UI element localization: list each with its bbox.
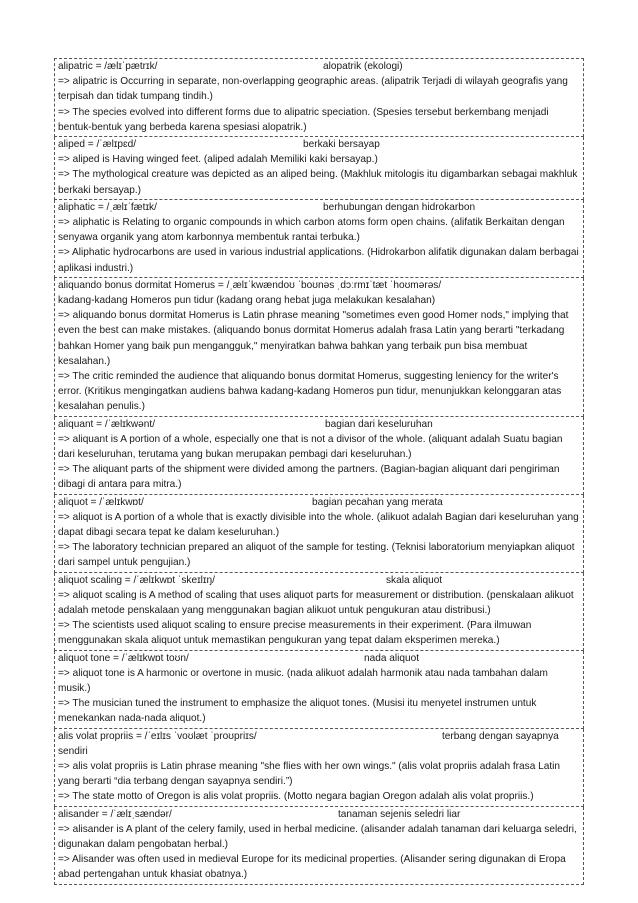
entry-definition: => aliped is Having winged feet. (aliped adalah Memiliki kaki bersayap.) [58, 154, 378, 166]
entry-example: => The scientists used aliquot scaling to ensure precise measurements in their experiment. (Para ilmuwan menggunakan skala aliquot untuk memastikan pengukuran yang tepat dalam eksperimen mereka.) [58, 620, 532, 647]
entry-definition: => alisander is A plant of the celery family, used in herbal medicine. (alisander adalah tanaman dari keluarga seledri, digunakan dalam pengobatan herbal.) [58, 823, 577, 851]
glossary-page [54, 58, 584, 885]
entry-example: => The species evolved into different forms due to alipatric speciation. (Spesies tersebut berkembang menjadi bentuk-bentuk yang berbeda karena spesiasi alopatrik.) [58, 106, 549, 133]
entry-alisander [54, 807, 584, 885]
entry-translation: terbang dengan sayapnya sendiri [58, 730, 559, 757]
entry-term: alis volat propriis = /ˈeɪlɪs ˈvoʊlæt ˈproʊpriɪs/ [58, 730, 257, 742]
entry-translation: berhubungan dengan hidrokarbon [323, 201, 476, 213]
entry-translation: kadang-kadang Homeros pun tidur (kadang orang hebat juga melakukan kesalahan) [58, 295, 436, 306]
entry-term: alipatric = /ælɪˈpætrɪk/ [58, 61, 158, 72]
entry-definition: => alipatric is Occurring in separate, non-overlapping geographic areas. (alipatrik Terjadi di wilayah geografis yang terpisah dan tidak tumpang tindih.) [58, 76, 568, 103]
entry-aliquot [54, 495, 584, 573]
entry-translation: tanaman sejenis seledri liar [338, 808, 461, 820]
entry-header [58, 137, 581, 152]
entry-term: aliquot scaling = /ˈælɪkwɒt ˈskeɪlɪŋ/ [58, 574, 215, 586]
entry-term: aliquot = /ˈælɪkwɒt/ [58, 496, 144, 508]
entry-example: => The laboratory technician prepared an aliquot of the sample for testing. (Teknisi laboratorium menyiapkan aliquot dari sampel untuk pengujian.) [58, 542, 575, 569]
entry-term: aliped = /ˈælɪpɛd/ [58, 139, 137, 150]
entry-header [58, 807, 581, 822]
entry-aliquant [54, 417, 584, 495]
entry-example: => The critic reminded the audience that aliquando bonus dormitat Homerus, suggesting leniency for the writer's error. (Kritikus mengingatkan audiens bahwa kadang-kadang Homeros pun tidur, menunjukkan kelonggaran atas kesalahan penulis.) [58, 371, 562, 413]
entry-example: => Aliphatic hydrocarbons are used in various industrial applications. (Hidrokarbon alifatik digunakan dalam berbagai aplikasi industri.) [58, 247, 579, 274]
entry-example: => Alisander was often used in medieval Europe for its medicinal properties. (Alisander sering digunakan di Eropa abad pertengahan untuk khasiat obatnya.) [58, 854, 566, 881]
entry-header [58, 651, 581, 666]
entry-header [58, 729, 581, 759]
entry-header [58, 573, 581, 588]
entry-translation: berkaki bersayap [303, 139, 380, 150]
entry-aliped [54, 137, 584, 200]
entry-term: aliquando bonus dormitat Homerus = /ˌælɪˈkwændoʊ ˈboʊnəs ˌdɔːrmɪˈtæt ˈhoʊmərəs/ [58, 279, 442, 291]
entry-alis-volat-propriis [54, 729, 584, 807]
entry-translation: bagian pecahan yang merata [312, 496, 443, 508]
entry-definition: => aliphatic is Relating to organic compounds in which carbon atoms form open chains. (alifatik Berkaitan dengan senyawa organik yang atom karbonnya membentuk rantai terbuka.) [58, 216, 565, 244]
entry-aliquot-scaling [54, 573, 584, 651]
entry-translation: skala aliquot [386, 574, 443, 586]
entry-definition: => aliquot scaling is A method of scaling that uses aliquot parts for measurement or distribution. (penskalaan alikuot adalah metode penskalaan yang menggunakan bagian alikuot untuk pengukuran atau distribusi.) [58, 589, 574, 617]
entry-term: alisander = /ˈælɪˌsændər/ [58, 808, 172, 820]
entry-example: => The state motto of Oregon is alis volat propriis. (Motto negara bagian Oregon adalah alis volat propriis.) [58, 791, 534, 803]
entry-definition: => alis volat propriis is Latin phrase meaning "she flies with her own wings." (alis volat propriis adalah frasa Latin yang berarti “dia terbang dengan sayapnya sendiri.”) [58, 761, 561, 788]
entry-definition: => aliquant is A portion of a whole, especially one that is not a divisor of the whole. (aliquant adalah Suatu bagian dari keseluruhan, terutama yang bukan merupakan pembagi dari keseluruhan.) [58, 433, 563, 461]
entry-definition: => aliquot is A portion of a whole that is exactly divisible into the whole. (alikuot adalah Bagian dari keseluruhan yang dapat dibagi secara tepat ke dalam keseluruhan.) [58, 511, 579, 539]
entry-translation: bagian dari keseluruhan [325, 418, 433, 430]
entry-term: aliphatic = /ˌælɪˈfætɪk/ [58, 201, 157, 213]
entry-example: => The musician tuned the instrument to emphasize the aliquot tones. (Musisi itu menyetel instrumen untuk menekankan nada-nada aliquot.) [58, 698, 537, 725]
entry-translation: alopatrik (ekologi) [323, 61, 403, 72]
entry-definition: => aliquando bonus dormitat Homerus is Latin phrase meaning "sometimes even good Homer nods," implying that even the best can make mistakes. (aliquando bonus dormitat Homerus adalah frasa Latin yang berarti "terkadang bahkan Homer yang baik pun mengangguk," menyiratkan bahwa bahkan yang terbaik pun bisa membuat kesalahan.) [58, 310, 569, 367]
entry-aliquando-bonus-dormitat-homerus [54, 278, 584, 417]
entry-header [58, 200, 581, 215]
entry-translation: nada aliquot [364, 652, 420, 664]
entry-header [58, 59, 581, 74]
entry-aliphatic [54, 200, 584, 278]
entry-definition: => aliquot tone is A harmonic or overtone in music. (nada alikuot adalah harmonik atau nada tambahan dalam musik.) [58, 667, 548, 695]
entry-term: aliquot tone = /ˈælɪkwɒt toʊn/ [58, 652, 189, 664]
entry-aliquot-tone [54, 651, 584, 729]
entry-example: => The mythological creature was depicted as an aliped being. (Makhluk mitologis itu digambarkan sebagai makhluk berkaki bersayap.) [58, 169, 578, 196]
entry-example: => The aliquant parts of the shipment were divided among the partners. (Bagian-bagian aliquant dari pengiriman dibagi di antara para mitra.) [58, 464, 560, 491]
entry-alipatric [54, 58, 584, 137]
entry-header [58, 417, 581, 432]
entry-header [58, 495, 581, 510]
entry-term: aliquant = /ˈælɪkwənt/ [58, 418, 156, 430]
